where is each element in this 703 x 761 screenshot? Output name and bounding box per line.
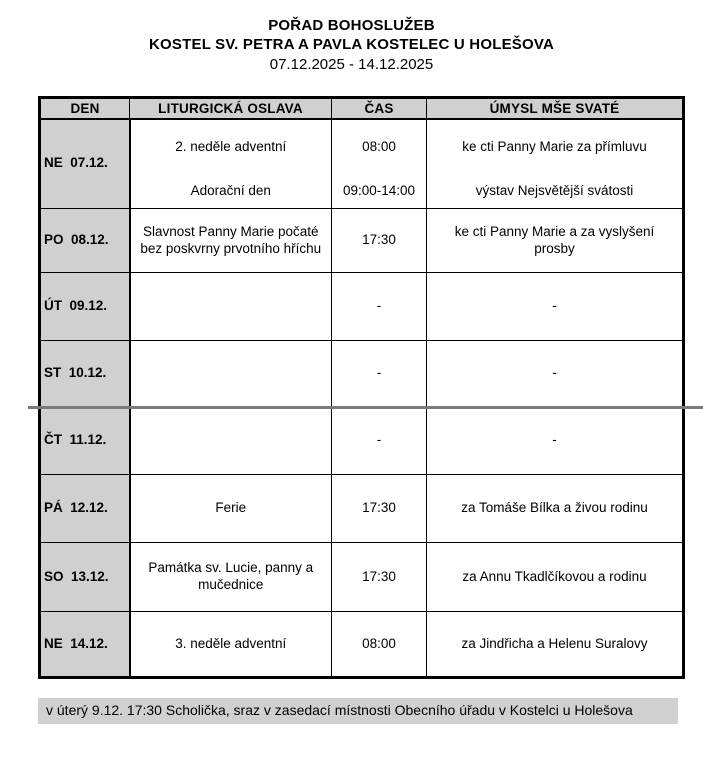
intention-cell <box>427 119 684 209</box>
celebration-cell <box>130 273 332 341</box>
day-cell: NE 07.12. <box>40 119 130 209</box>
celebration-cell: 3. neděle adventní <box>130 612 332 678</box>
church-name: KOSTEL SV. PETRA A PAVLA KOSTELEC U HOLEŠOVA <box>149 36 554 53</box>
celebration-cell <box>130 341 332 407</box>
intention-entry-1: ke cti Panny Marie za přímluvu <box>462 138 647 154</box>
time-entry-1: 08:00 <box>362 138 396 154</box>
time-cell: 08:00 <box>332 612 427 678</box>
date-range: 07.12.2025 - 14.12.2025 <box>269 56 434 73</box>
mass-schedule-table <box>38 96 685 679</box>
intention-cell: - <box>427 273 684 341</box>
intention-cell: za Tomáše Bílka a živou rodinu <box>427 475 684 543</box>
document-title: POŘAD BOHOSLUŽEB <box>268 17 435 34</box>
page-break-line <box>28 406 703 409</box>
table-row-thursday-11 <box>40 407 684 475</box>
intention-cell: ke cti Panny Marie a za vyslyšení prosby <box>427 209 684 273</box>
time-cell: - <box>332 341 427 407</box>
day-cell: NE 14.12. <box>40 612 130 678</box>
day-cell: PO 08.12. <box>40 209 130 273</box>
celebration-entry-2: Adorační den <box>190 182 271 198</box>
celebration-cell: Ferie <box>130 475 332 543</box>
table-row-wednesday-10 <box>40 341 684 407</box>
celebration-cell: Slavnost Panny Marie počaté bez poskvrny prvotního hříchu <box>130 209 332 273</box>
header-day: DEN <box>40 98 130 119</box>
table-row-sunday-07 <box>40 119 684 209</box>
header-intention: ÚMYSL MŠE SVATÉ <box>427 98 684 119</box>
time-entry-2: 09:00-14:00 <box>342 182 416 198</box>
table-row-friday-12 <box>40 475 684 543</box>
table-row-saturday-13 <box>40 543 684 612</box>
table-row-monday-08 <box>40 209 684 273</box>
celebration-cell: Památka sv. Lucie, panny a mučednice <box>130 543 332 612</box>
celebration-cell <box>130 407 332 475</box>
table-row-sunday-14 <box>40 612 684 678</box>
table-header-row <box>40 98 684 119</box>
day-cell: ČT 11.12. <box>40 407 130 475</box>
time-cell <box>332 119 427 209</box>
intention-cell: za Annu Tkadlčíkovou a rodinu <box>427 543 684 612</box>
day-cell: ÚT 09.12. <box>40 273 130 341</box>
header-celebration: LITURGICKÁ OSLAVA <box>130 98 332 119</box>
time-cell: - <box>332 273 427 341</box>
time-cell: 17:30 <box>332 543 427 612</box>
intention-cell: za Jindřicha a Helenu Suralovy <box>427 612 684 678</box>
time-cell: - <box>332 407 427 475</box>
day-cell: PÁ 12.12. <box>40 475 130 543</box>
time-cell: 17:30 <box>332 209 427 273</box>
intention-entry-2: výstav Nejsvětější svátosti <box>475 182 634 198</box>
header-time: ČAS <box>332 98 427 119</box>
time-cell: 17:30 <box>332 475 427 543</box>
table-row-tuesday-09 <box>40 273 684 341</box>
document-title-block <box>0 16 703 74</box>
celebration-cell <box>130 119 332 209</box>
intention-cell: - <box>427 341 684 407</box>
day-cell: SO 13.12. <box>40 543 130 612</box>
footnote: v úterý 9.12. 17:30 Scholička, sraz v zasedací místnosti Obecního úřadu v Kostelci u Holešova <box>38 698 678 724</box>
celebration-entry-1: 2. neděle adventní <box>175 138 287 154</box>
day-cell: ST 10.12. <box>40 341 130 407</box>
intention-cell: - <box>427 407 684 475</box>
